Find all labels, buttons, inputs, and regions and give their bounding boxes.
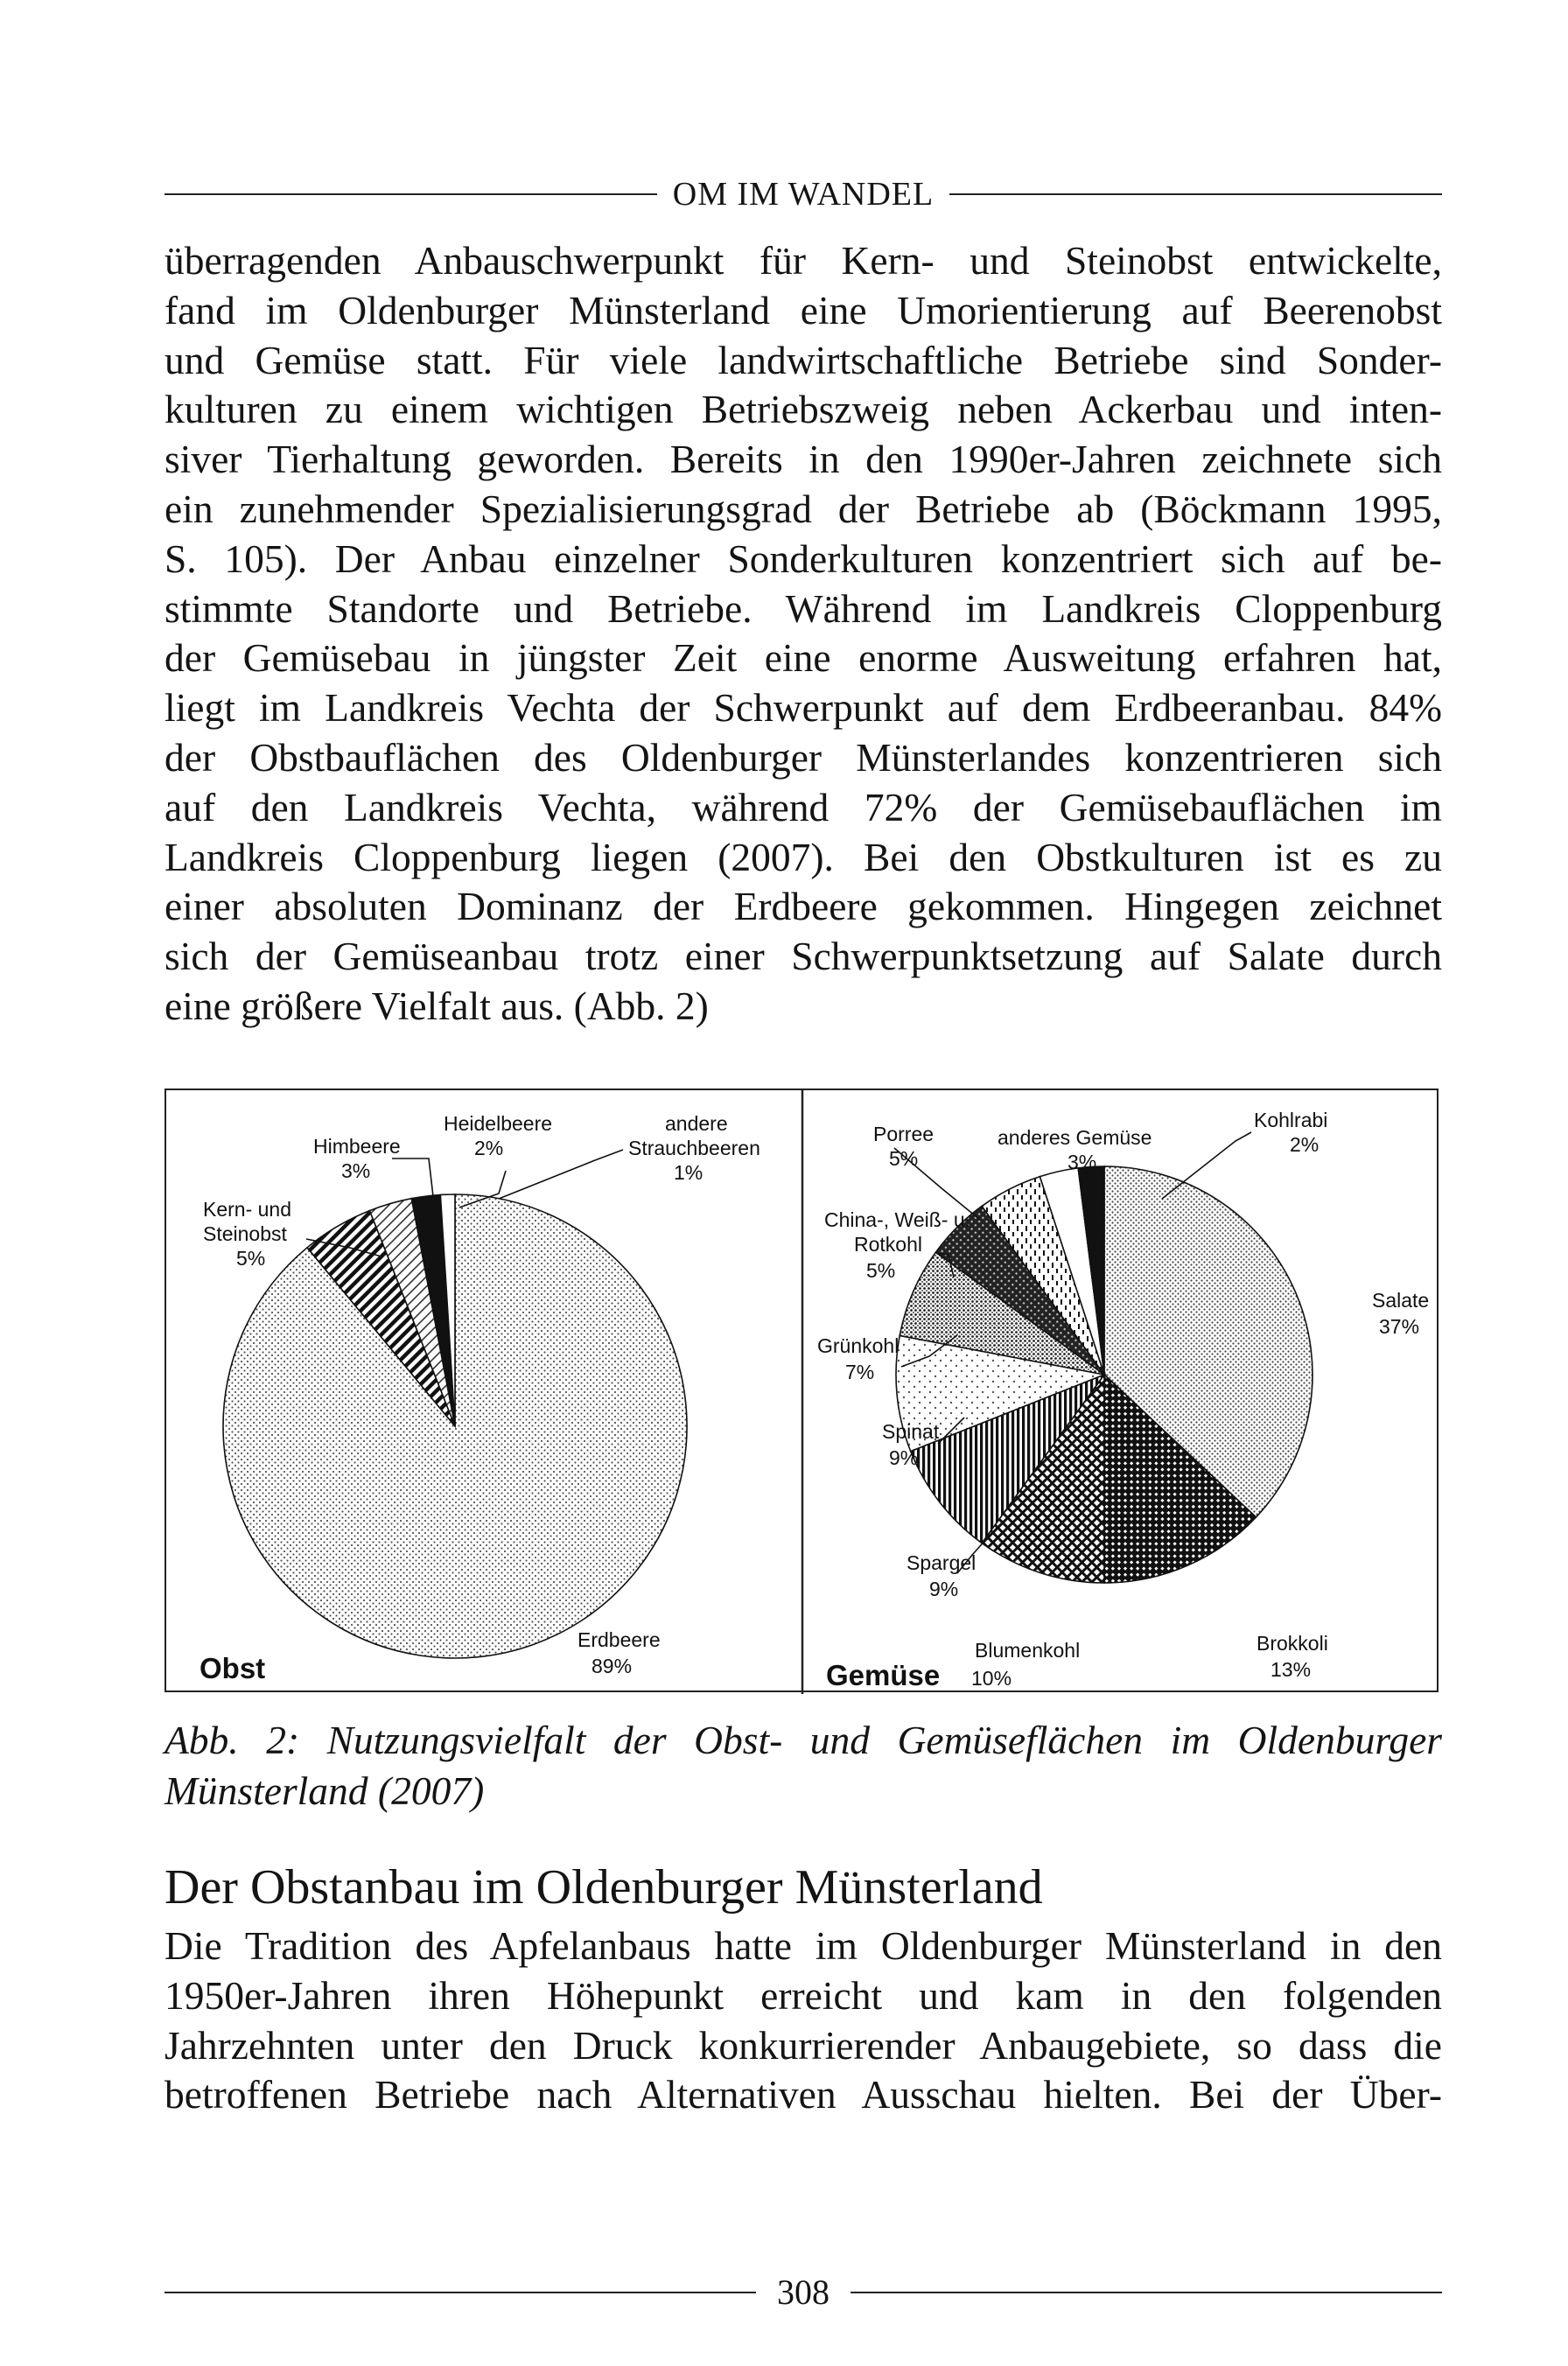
chart-label: 2% [474, 1137, 504, 1159]
chart-label: 5% [236, 1247, 266, 1270]
chart-label: Blumenkohl [975, 1639, 1081, 1662]
page-footer [164, 2273, 1442, 2312]
chart-label: Heidelbeere [444, 1112, 553, 1135]
chart-label: andere [665, 1112, 728, 1135]
text-line: der Obstbauflächen des Oldenburger Münsterlandes konzentrieren sich [164, 734, 1442, 780]
text-line: ein zunehmender Spezialisierungsgrad der Betriebe ab (Böckmann 1995, [164, 486, 1442, 531]
chart-label: Spinat [882, 1420, 940, 1443]
header-rule-left [164, 193, 657, 195]
text-line: einer absoluten Dominanz der Erdbeere gekommen. Hingegen zeichnet [164, 884, 1442, 929]
text-line: 1950er-Jahren ihren Höhepunkt erreicht und kam in den folgenden [164, 1972, 1442, 2018]
text-line: Jahrzehnten unter den Druck konkurrierender Anbaugebiete, so dass die [164, 2022, 1442, 2068]
chart-label: 1% [674, 1161, 704, 1184]
running-header [164, 177, 1442, 212]
chart-label: Himbeere [313, 1135, 401, 1158]
text-line: auf den Landkreis Vechta, während 72% der Gemüsebauflächen im [164, 784, 1442, 830]
running-title: OM IM WANDEL [672, 176, 934, 213]
chart-label: 9% [929, 1578, 959, 1600]
chart-label: 3% [341, 1159, 371, 1182]
text-line: liegt im Landkreis Vechta der Schwerpunkt auf dem Erdbeeranbau. 84% [164, 685, 1442, 731]
text-line: betroffenen Betriebe nach Alternativen Ausschau hielten. Bei der Über- [164, 2072, 1442, 2118]
chart-label: Rotkohl [854, 1233, 922, 1256]
text-line: der Gemüsebau in jüngster Zeit eine enorme Ausweitung erfahren hat, [164, 635, 1442, 681]
chart-label: Kern- und [203, 1198, 292, 1221]
leader-line [499, 1150, 623, 1199]
chart-label: Brokkoli [1256, 1632, 1328, 1655]
chart-label: Strauchbeeren [628, 1137, 760, 1159]
text-line: Die Tradition des Apfelanbaus hatte im Oldenburger Münsterland in den [164, 1923, 1442, 1968]
chart-label: 10% [971, 1667, 1012, 1690]
leader-line [1162, 1132, 1251, 1199]
chart-label: Porree [873, 1123, 934, 1145]
text-line: stimmte Standorte und Betriebe. Während im Landkreis Cloppenburg [164, 585, 1442, 631]
caption-line: Münsterland (2007) [164, 1768, 485, 1813]
text-line: S. 105). Der Anbau einzelner Sonderkulturen konzentriert sich auf be- [164, 536, 1442, 581]
chart-label: Spargel [906, 1551, 976, 1574]
paragraph-obstanbau [164, 1922, 1442, 2120]
chart-label: 37% [1379, 1315, 1420, 1338]
chart-label: 5% [889, 1147, 919, 1170]
chart-label: 2% [1290, 1133, 1320, 1156]
chart-label: China-, Weiß- u. [824, 1208, 971, 1231]
footer-rule-left [164, 2292, 756, 2293]
text-line: und Gemüse statt. Für viele landwirtschaftliche Betriebe sind Sonder- [164, 337, 1442, 382]
text-line: überragenden Anbauschwerpunkt für Kern- und Steinobst entwickelte, [164, 238, 1442, 283]
chart-label: 5% [866, 1259, 896, 1282]
chart-label: 89% [592, 1655, 633, 1677]
chart-title-obst: Obst [200, 1652, 266, 1684]
text-line: fand im Oldenburger Münsterland eine Umorientierung auf Beerenobst [164, 287, 1442, 332]
paragraph-intro [164, 236, 1442, 1032]
chart-label: Salate [1372, 1289, 1430, 1312]
page-number: 308 [777, 2272, 830, 2312]
caption-line: Abb. 2: Nutzungsvielfalt der Obst- und Gemüseflächen im Oldenburger [164, 1718, 1442, 1762]
chart-label: Erdbeere [578, 1628, 661, 1651]
figure-pie-charts [164, 1088, 1438, 1692]
figure-caption [164, 1715, 1442, 1816]
chart-label: Steinobst [203, 1222, 287, 1245]
chart-label: 9% [889, 1446, 919, 1469]
text-line: sich der Gemüseanbau trotz einer Schwerpunktsetzung auf Salate durch [164, 934, 1442, 979]
chart-label: 7% [845, 1361, 875, 1383]
section-heading: Der Obstanbau im Oldenburger Münsterland [164, 1860, 1043, 1914]
footer-rule-right [850, 2292, 1442, 2293]
text-line: siver Tierhaltung geworden. Bereits in den 1990er-Jahren zeichnete sich [164, 437, 1442, 482]
chart-label: 3% [1068, 1151, 1097, 1173]
chart-label: anderes Gemüse [998, 1126, 1152, 1149]
chart-label: Kohlrabi [1254, 1109, 1328, 1131]
chart-label: 13% [1270, 1658, 1312, 1681]
text-line: kulturen zu einem wichtigen Betriebszweig neben Ackerbau und inten- [164, 387, 1442, 432]
pie-charts-svg [166, 1090, 1440, 1694]
header-rule-right [949, 193, 1442, 195]
chart-label: Grünkohl [817, 1334, 900, 1357]
text-line: Landkreis Cloppenburg liegen (2007). Bei den Obstkulturen ist es zu [164, 834, 1442, 879]
text-line: eine größere Vielfalt aus. (Abb. 2) [164, 983, 709, 1028]
chart-title-gemuese: Gemüse [826, 1659, 941, 1691]
pie-chart-obst [223, 1194, 687, 1658]
